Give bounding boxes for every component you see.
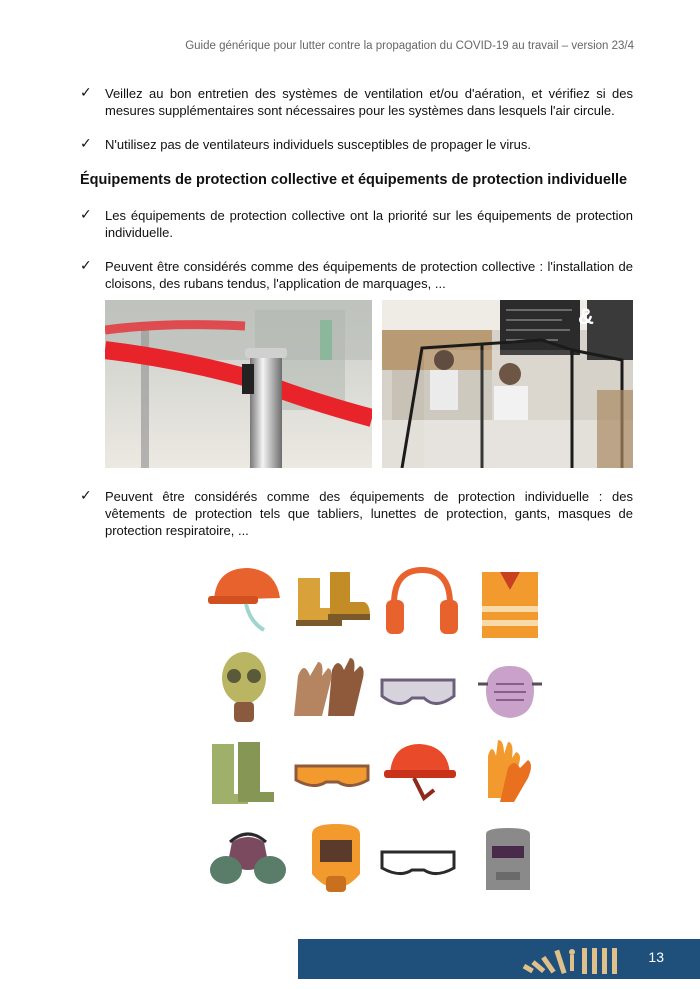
work-boots-icon [296, 572, 370, 626]
ppe-icon-grid [206, 562, 542, 907]
rubber-boots-icon [212, 742, 274, 804]
hard-hat-icon [208, 568, 280, 630]
ear-muffs-icon [386, 570, 458, 634]
orange-gloves-icon [488, 740, 531, 802]
footer-bar [298, 939, 700, 979]
bullet-collective-examples [80, 258, 633, 292]
clear-goggles-icon [382, 852, 454, 874]
leather-gloves-icon [294, 658, 364, 716]
cafe-sign-text: & [578, 304, 594, 329]
barrier-tape-photo [105, 300, 372, 468]
safety-vest-icon [482, 572, 538, 638]
checkmark-icon: ✓ [80, 85, 92, 101]
cafe-partitions-photo [382, 300, 633, 468]
bullet-text: Les équipements de protection collective ont la priorité sur les équipements de protection individuelle. [105, 208, 633, 240]
gas-mask-icon [222, 652, 266, 722]
welding-helmet-icon [486, 828, 530, 890]
bullet-individual-examples [80, 488, 633, 539]
checkmark-icon: ✓ [80, 488, 92, 504]
domino-logo-icon [522, 944, 632, 976]
checkmark-icon: ✓ [80, 207, 92, 223]
bullet-text: Veillez au bon entretien des systèmes de ventilation et/ou d'aération, et vérifiez si des mesures supplémentaires sont nécessaires pour les systèmes dans lesquels l'air circule. [105, 86, 633, 118]
bullet-text: Peuvent être considérés comme des équipements de protection individuelle : des vêtements de protection tels que tabliers, lunettes de protection, gants, masques de protection respiratoire, ... [105, 489, 633, 538]
red-hard-hat-icon [384, 744, 456, 798]
page-number: 13 [648, 949, 664, 965]
bullet-collective-priority [80, 207, 633, 241]
bullet-ventilation [80, 85, 633, 119]
half-face-respirator-icon [210, 834, 286, 884]
bullet-fans [80, 136, 633, 153]
bullet-text: Peuvent être considérés comme des équipements de protection collective : l'installation de cloisons, des rubans tendus, l'application de marquages, ... [105, 259, 633, 291]
section-heading: Équipements de protection collective et équipements de protection individuelle [80, 172, 628, 188]
welding-hood-icon [312, 824, 360, 892]
safety-glasses-icon [382, 680, 454, 704]
dust-mask-icon [478, 666, 542, 718]
bullet-text: N'utilisez pas de ventilateurs individuels susceptibles de propager le virus. [105, 137, 531, 152]
running-header: Guide générique pour lutter contre la propagation du COVID-19 au travail – version 23/4 [185, 40, 634, 52]
orange-goggles-icon [296, 766, 368, 786]
checkmark-icon: ✓ [80, 136, 92, 152]
checkmark-icon: ✓ [80, 258, 92, 274]
